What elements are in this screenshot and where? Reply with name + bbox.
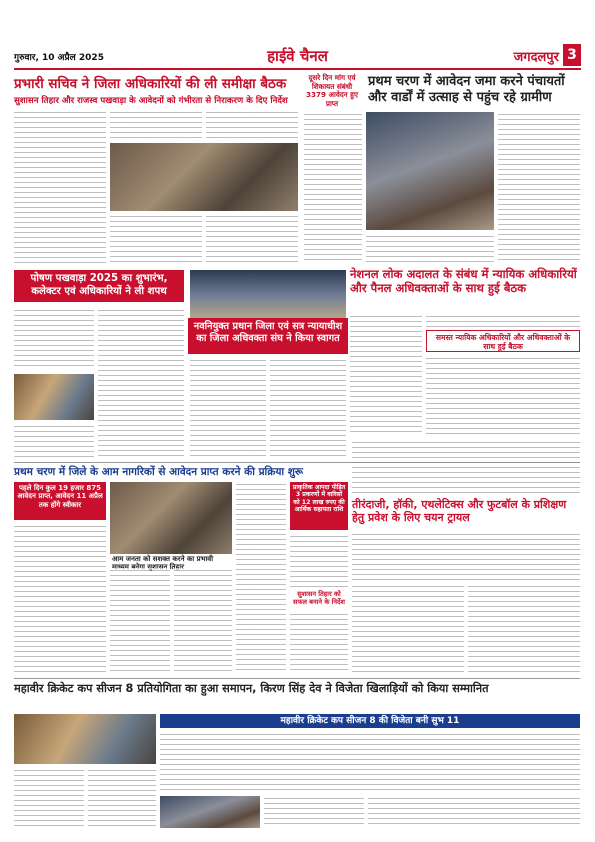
headline: नवनियुक्त प्रधान जिला एवं सत्र न्यायाधीश का जिला अधिवक्ता संघ ने किया स्वागत xyxy=(188,318,348,354)
headline: प्रथम चरण में जिले के आम नागरिकों से आवेदन प्राप्त करने की प्रक्रिया शुरू xyxy=(14,466,304,478)
applications-photo xyxy=(110,482,232,554)
article-body-text xyxy=(264,796,364,828)
subhead: सुशासन तिहार और राजस्व पखवाड़ा के आवेदनों को गंभीरता से निराकरण के दिए निर्देश xyxy=(14,96,288,106)
article-body-text xyxy=(236,482,286,672)
article-body-text xyxy=(190,358,266,458)
edition-city: जगदलपुर xyxy=(513,50,559,65)
mini-headline: सुशासन तिहार को सफल बनाने के निर्देश xyxy=(292,590,346,607)
divider xyxy=(14,678,580,679)
trophy-photo xyxy=(14,714,156,764)
article-body-text xyxy=(350,314,422,434)
welcome-photo xyxy=(190,270,346,318)
banner: महावीर क्रिकेट कप सीजन 8 की विजेता बनी सुभ 11 xyxy=(160,714,580,728)
meeting-photo xyxy=(110,143,298,211)
article-body-text xyxy=(352,584,464,672)
article-body-text xyxy=(174,568,232,672)
headline: महावीर क्रिकेट कप सीजन 8 प्रतियोगिता का हुआ समापन, किरण सिंह देव ने विजेता खिलाड़ियों को किया सम्मानित xyxy=(14,682,489,695)
villagers-photo xyxy=(366,112,494,230)
article-body-text xyxy=(206,110,298,140)
article-body-text xyxy=(206,214,298,265)
article-body-text xyxy=(88,768,156,828)
page-number: 3 xyxy=(563,44,581,66)
article-body-text xyxy=(352,532,580,580)
issue-date: गुरुवार, 10 अप्रैल 2025 xyxy=(14,53,104,63)
headline: प्रभारी सचिव ने जिला अधिकारियों की ली समीक्षा बैठक xyxy=(14,76,287,92)
inset-box: दूसरे दिन मांग एवं शिकायत संबंधी 3379 आवेदन हुए प्राप्त xyxy=(306,73,358,108)
headline: प्रथम चरण में आवेदन जमा करने पंचायतों और वार्डों में उत्साह से पहुंच रहे ग्रामीण xyxy=(368,74,565,105)
relief-column xyxy=(290,482,348,672)
headline: पोषण पखवाड़ा 2025 का शुभारंभ, कलेक्टर एवं अधिकारियों ने ली शपथ xyxy=(14,270,184,302)
article-body-text xyxy=(366,234,494,262)
article-body-text xyxy=(426,356,580,434)
article-body-text xyxy=(14,110,106,265)
article-body-text xyxy=(290,534,348,588)
players-photo xyxy=(160,796,260,828)
headline: नेशनल लोक अदालत के संबंध में न्यायिक अधिकारियों और पैनल अधिवक्ताओं के साथ हुई बैठक xyxy=(350,267,577,295)
article-body-text xyxy=(98,308,184,460)
headline: तीरंदाजी, हॉकी, एथलेटिक्स और फुटबॉल के प्रशिक्षण हेतु प्रवेश के लिए चयन ट्रायल xyxy=(352,498,567,525)
article-body-text xyxy=(14,424,94,460)
oath-photo xyxy=(14,374,94,420)
article-body-text xyxy=(468,584,580,672)
photo-caption: आम जनता को सशक्त करने का प्रभावी xyxy=(110,554,232,566)
sidebox: समस्त न्यायिक अधिकारियों और अधिवक्ताओं के साथ हुई बैठक xyxy=(426,330,580,352)
newspaper-name: हाईवे चैनल xyxy=(267,47,328,65)
small-box: पहले दिन कुल 19 हजार 875 आवेदन प्राप्त, आवेदन 11 अप्रैल तक होंगे स्वीकार xyxy=(14,482,106,520)
article-body-text xyxy=(160,732,580,792)
article-body-text xyxy=(426,314,580,328)
article-body-text xyxy=(368,796,580,828)
masthead xyxy=(14,42,581,70)
article-body-text xyxy=(498,112,580,262)
article-body-text xyxy=(304,112,362,262)
article-body-text xyxy=(14,524,106,672)
article-body-text xyxy=(14,308,94,370)
article-body-text xyxy=(14,768,84,828)
article-body-text xyxy=(110,568,170,672)
reward-box: प्राकृतिक आपदा पीड़ित 3 प्रकरणों में वारिसों को 12 लाख रुपए की आर्थिक सहायता राशि xyxy=(290,482,348,530)
article-body-text xyxy=(270,358,346,458)
article-body-text xyxy=(352,440,580,494)
article-body-text xyxy=(110,110,202,140)
article-body-text xyxy=(290,612,348,672)
article-body-text xyxy=(110,214,202,265)
